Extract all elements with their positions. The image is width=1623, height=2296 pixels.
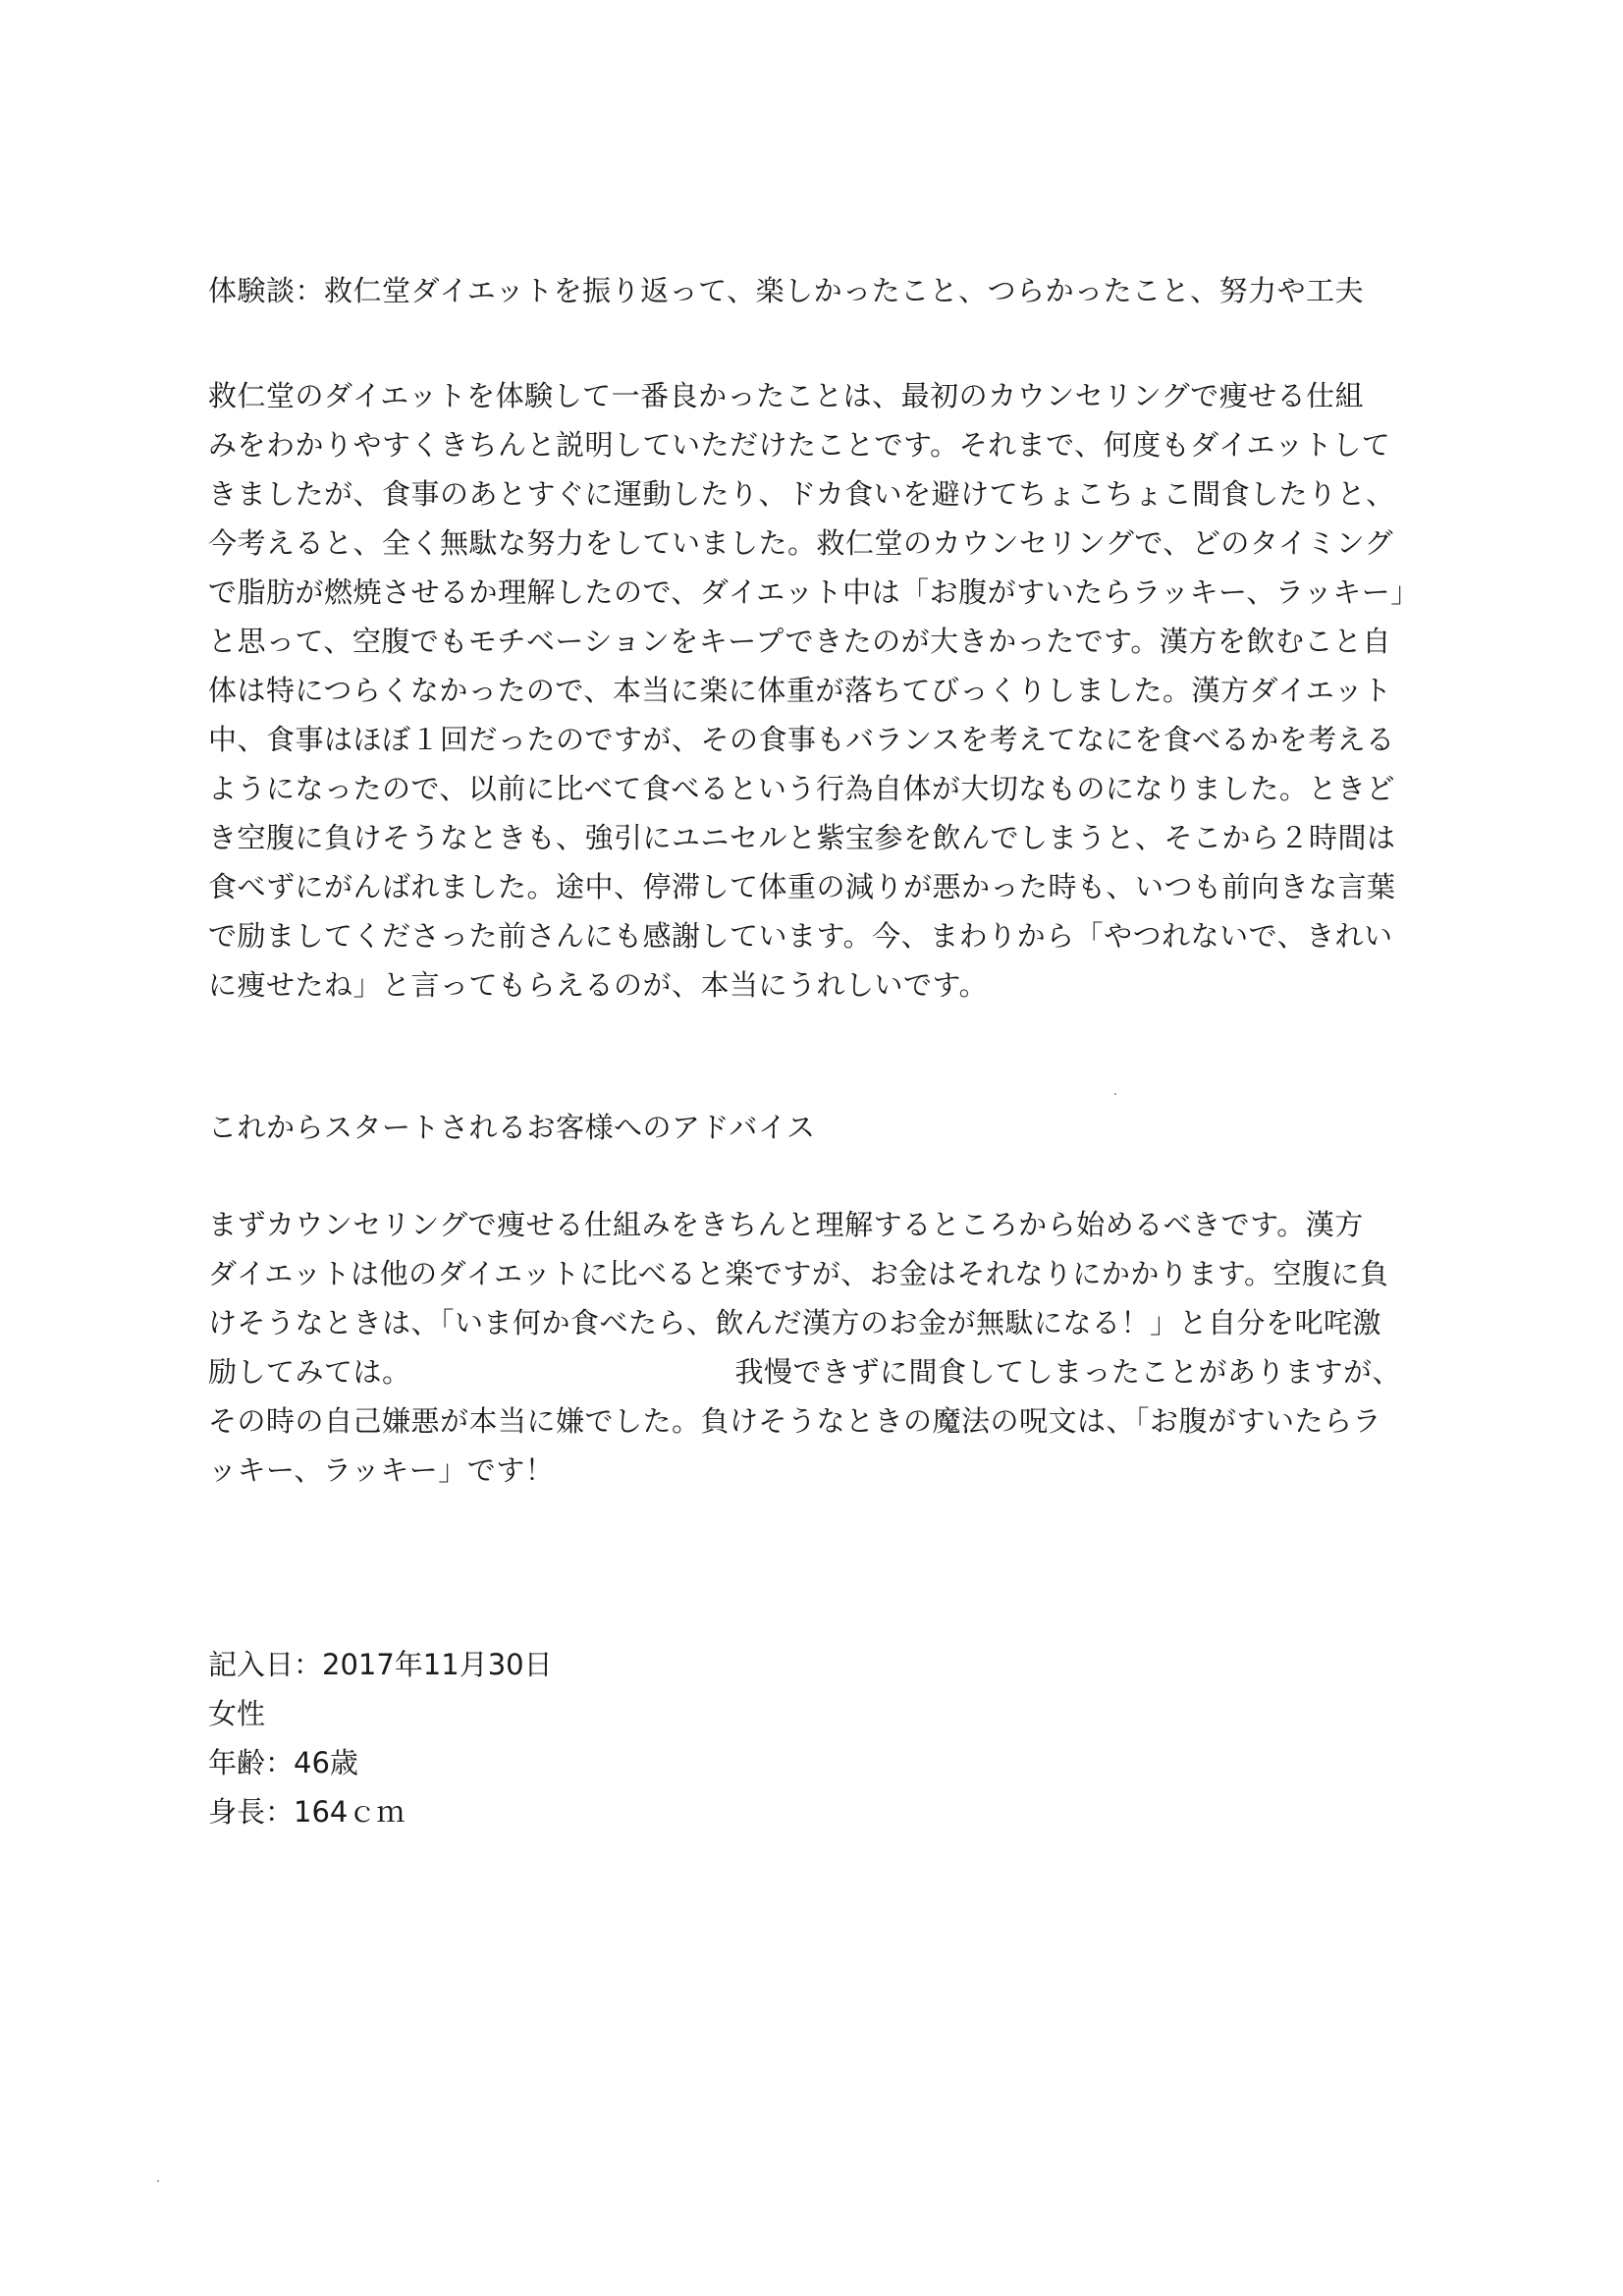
section2-line4-part2: 我慢できずに間食してしまったことがありますが、 <box>734 1355 1402 1389</box>
section2-line: まずカウンセリングで痩せる仕組みをきちんと理解するところから始めるべきです。漢方 <box>208 1208 1364 1241</box>
age: 年齢：46歳 <box>208 1746 358 1779</box>
section2-body <box>208 1200 1402 1495</box>
section1-line: と思って、空腹でもモチベーションをキープできたのが大きかったです。漢方を飲むこと自 <box>208 625 1391 658</box>
scan-speck <box>157 2180 159 2182</box>
section1-body <box>208 371 1420 1010</box>
section1-line: 今考えると、全く無駄な努力をしていました。救仁堂のカウンセリングで、どのタイミング <box>208 526 1394 560</box>
section1-line: で励ましてくださった前さんにも感謝しています。今、まわりから「やつれないで、きれい <box>208 919 1393 953</box>
section2-title: これからスタートされるお客様へのアドバイス <box>208 1111 816 1144</box>
section1-line: に痩せたね」と言ってもらえるのが、本当にうれしいです。 <box>208 968 989 1002</box>
section1-line: 食べずにがんばれました。途中、停滞して体重の減りが悪かった時も、いつも前向きな言葉 <box>208 870 1396 903</box>
section1-line: 中、食事はほぼ１回だったのですが、その食事もバランスを考えてなにを食べるかを考える <box>208 723 1395 756</box>
section1-line: き空腹に負けそうなときも、強引にユニセルと紫宝参を飲んでしまうと、そこから２時間は <box>208 821 1396 854</box>
entry-date: 記入日：2017年11月30日 <box>208 1648 553 1681</box>
section2-line: けそうなときは、「いま何か食べたら、飲んだ漢方のお金が無駄になる！」と自分を叱咤激 <box>208 1306 1382 1339</box>
section2-heading <box>208 1108 1386 1147</box>
gender: 女性 <box>208 1697 266 1730</box>
height: 身長：164ｃｍ <box>208 1795 406 1829</box>
section1-line: 救仁堂のダイエットを体験して一番良かったことは、最初のカウンセリングで痩せる仕組 <box>208 379 1365 412</box>
section1-line: みをわかりやすくきちんと説明していただけたことです。それまで、何度もダイエットして <box>208 428 1391 462</box>
section2-line: ダイエットは他のダイエットに比べると楽ですが、お金はそれなりにかかります。空腹に負 <box>208 1257 1389 1290</box>
scan-speck <box>1114 1093 1116 1095</box>
section1-line: 体は特につらくなかったので、本当に楽に体重が落ちてびっくりしました。漢方ダイエット <box>208 674 1392 707</box>
respondent-info <box>208 1640 1386 1836</box>
section1-line: ようになったので、以前に比べて食べるという行為自体が大切なものになりました。ときど <box>208 772 1395 805</box>
section1-title: 体験談：救仁堂ダイエットを振り返って、楽しかったこと、つらかったこと、努力や工夫 <box>208 274 1365 307</box>
section2-line: その時の自己嫌悪が本当に嫌でした。負けそうなときの魔法の呪文は、「お腹がすいたらラ <box>208 1404 1382 1438</box>
section1-heading <box>208 271 1386 310</box>
section2-line <box>208 1347 1402 1396</box>
section2-line4-part1: 励してみては。 <box>208 1355 411 1389</box>
section1-line: きましたが、食事のあとすぐに運動したり、ドカ食いを避けてちょこちょこ間食したりと、 <box>208 477 1395 511</box>
section2-line: ッキー、ラッキー」です！ <box>208 1453 555 1487</box>
section1-line: で脂肪が燃焼させるか理解したので、ダイエット中は「お腹がすいたらラッキー、ラッキー」 <box>208 575 1420 609</box>
